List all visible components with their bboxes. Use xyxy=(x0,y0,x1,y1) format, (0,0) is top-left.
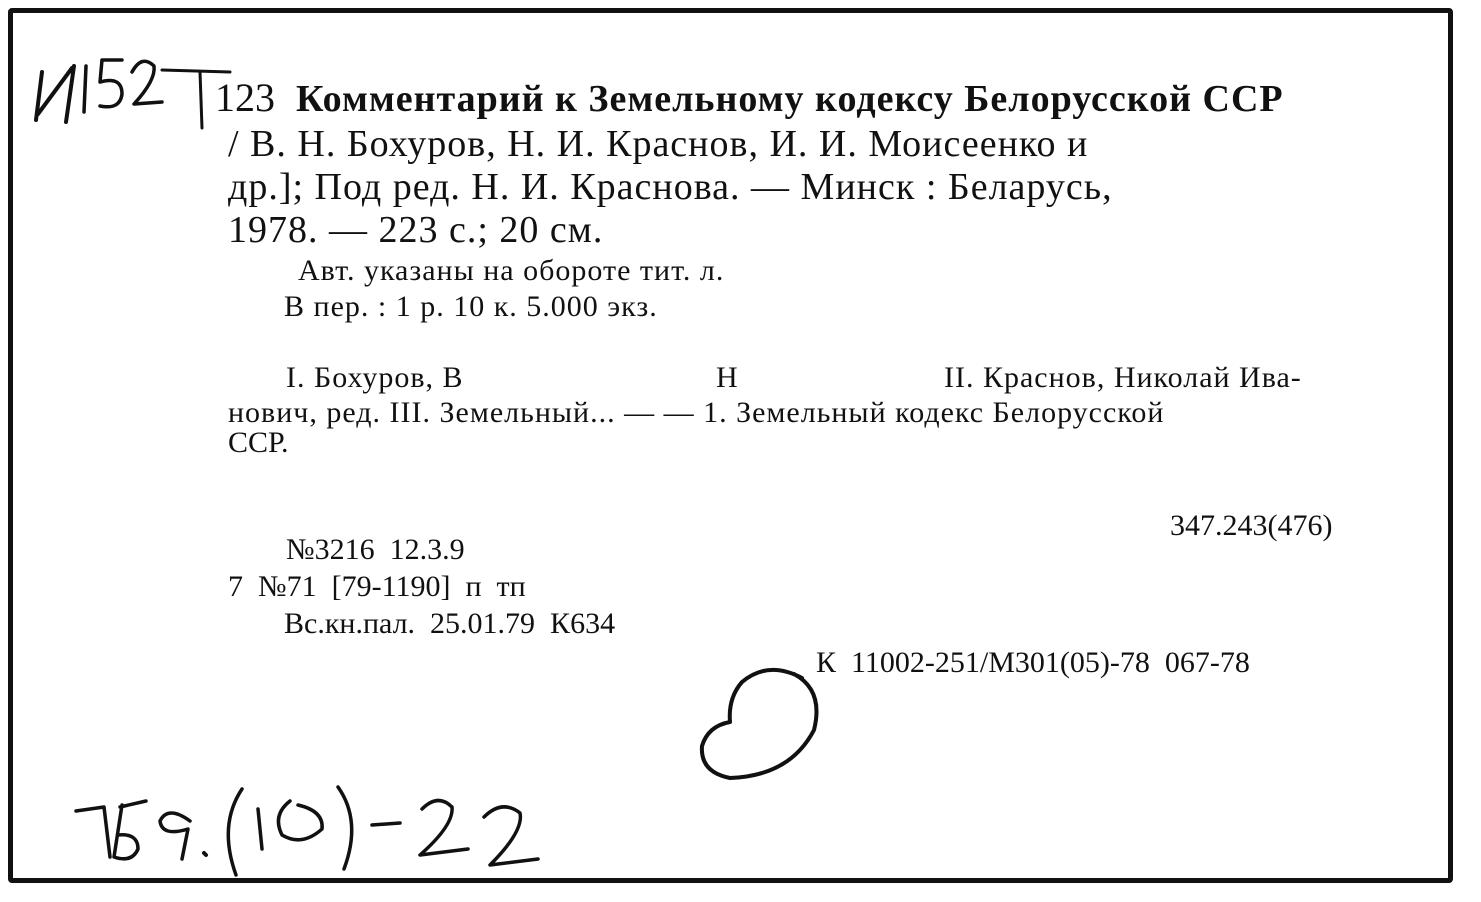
print-info: 7 №71 [79-1190] п тп xyxy=(228,570,526,603)
order-number: №3216 12.3.9 xyxy=(286,533,465,566)
description-line-2: др.]; Под ред. Н. И. Краснова. — Минск : Беларусь, xyxy=(228,166,1113,208)
index-code: К 11002-251/М301(05)-78 067-78 xyxy=(816,646,1250,679)
handwritten-location-mark xyxy=(70,765,660,880)
book-chamber: Вс.кн.пал. 25.01.79 К634 xyxy=(284,607,616,640)
card-number: 123 xyxy=(215,75,275,120)
udc-code: 347.243(476) xyxy=(1170,509,1333,542)
tracing-line-2: нович, ред. III. Земельный... — — 1. Земельный кодекс Белорусской xyxy=(228,396,1165,429)
tracing-2: II. Краснов, Николай Ива- xyxy=(944,361,1302,394)
note-price: В пер. : 1 р. 10 к. 5.000 экз. xyxy=(284,290,658,323)
description-line-3: 1978. — 223 с.; 20 см. xyxy=(228,209,604,251)
book-title: Комментарий к Земельному кодексу Белорусской ССР xyxy=(296,78,1284,120)
tracing-1: I. Бохуров, В xyxy=(286,361,464,394)
description-line-1: / В. Н. Бохуров, Н. И. Краснов, И. И. Моисеенко и xyxy=(228,123,1089,165)
handwritten-loop xyxy=(690,660,830,790)
tracing-1-initial: Н xyxy=(716,361,738,394)
tracing-line-3: ССР. xyxy=(228,426,289,459)
note-authors: Авт. указаны на обороте тит. л. xyxy=(298,254,725,287)
